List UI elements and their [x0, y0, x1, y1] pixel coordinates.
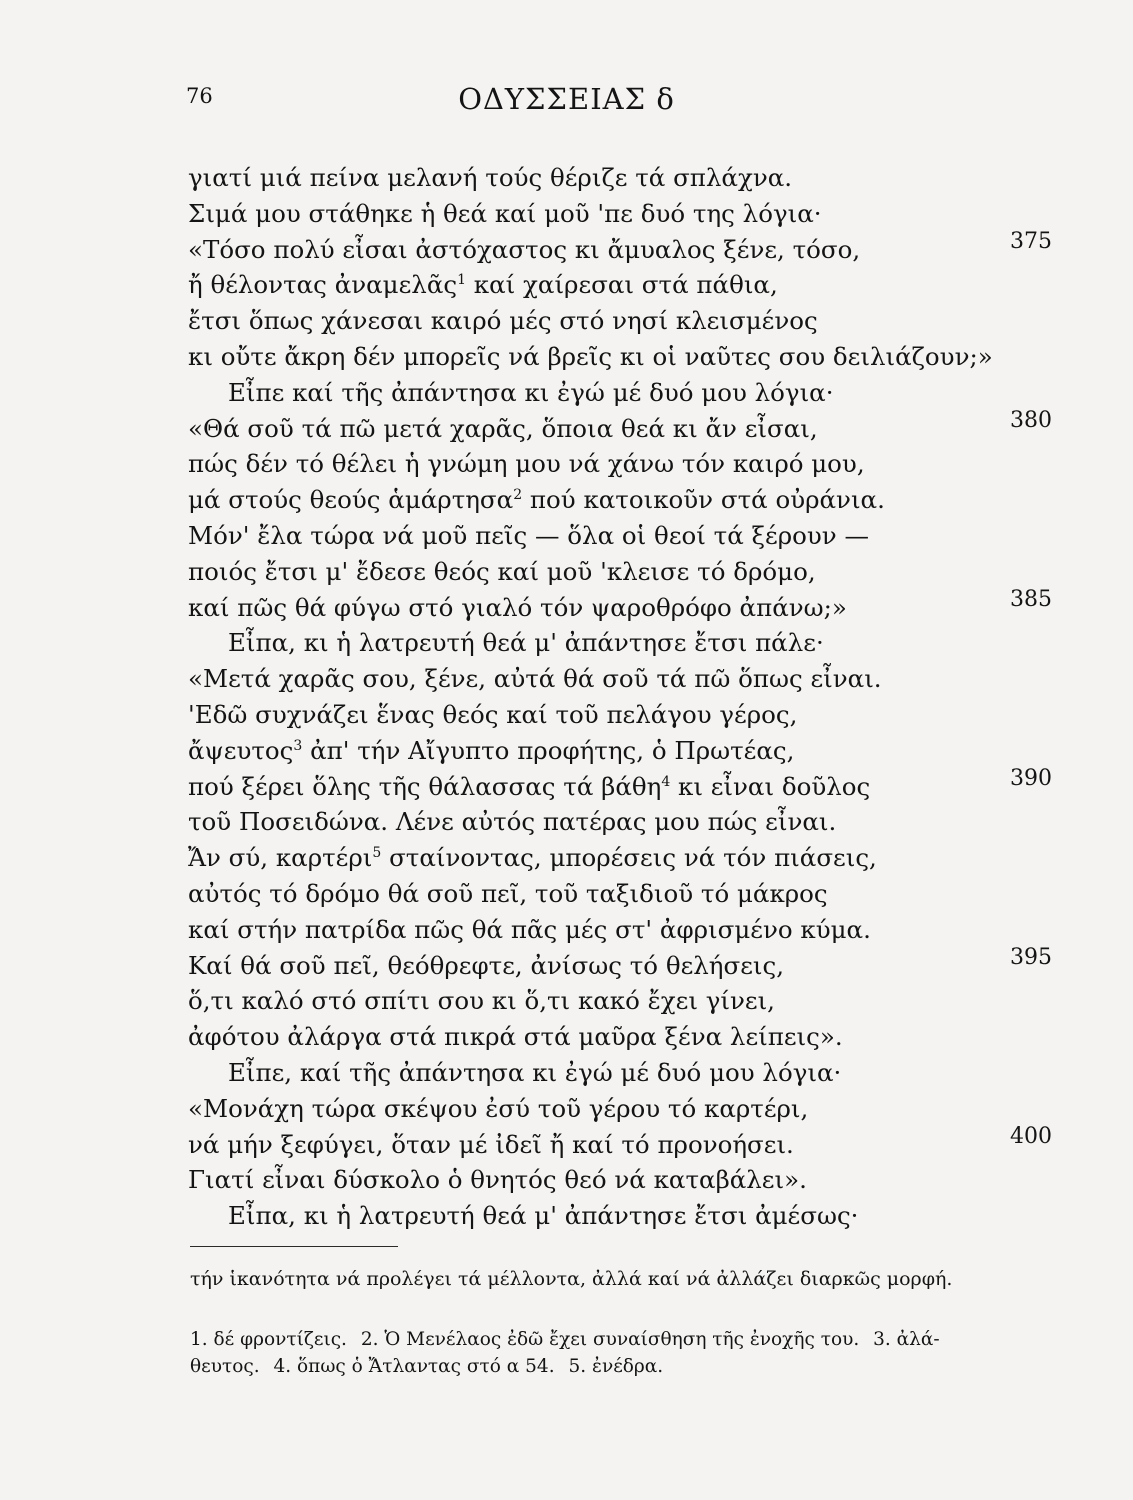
verse-text: «Τόσο πολύ εἶσαι ἀστόχαστος κι ἄμυαλος ξένε, τόσο, — [188, 234, 861, 264]
verse-text: γιατί μιά πείνα μελανή τούς θέριζε τά σπλάχνα. — [188, 163, 793, 192]
verse-text: Ἄν σύ, καρτέρι — [188, 843, 373, 873]
verse-text: ὅ,τι καλό στό σπίτι σου κι ὅ,τι κακό ἔχει γίνει, — [188, 986, 775, 1016]
verse-line — [188, 733, 1058, 769]
footnote-4: 4. ὅπως ὁ Ἄτλαντας στό α 54. — [273, 1356, 555, 1377]
verse-text: κι οὔτε ἄκρη δέν μπορεῖς νά βρεῖς κι οἱ ναῦτες σου δειλιάζουν;» — [188, 341, 993, 371]
verse-line — [188, 1019, 1058, 1055]
footnote-marker: 4 — [661, 773, 671, 790]
verse-text: «Θά σοῦ τά πῶ μετά χαρᾶς, ὅποια θεά κι ἄν εἶσαι, — [188, 413, 818, 443]
verse-text: μά στούς θεούς ἁμάρτησα — [188, 485, 514, 515]
verse-text-after: καί χαίρεσαι στά πάθια, — [466, 270, 778, 300]
verse-line — [188, 482, 1058, 518]
line-number: 390 — [1010, 765, 1052, 791]
verse-line — [188, 1198, 1058, 1234]
verse-text-after: ἀπ' τήν Αἴγυπτο προφήτης, ὁ Πρωτέας, — [302, 735, 795, 765]
footnotes — [190, 1326, 1040, 1380]
footnote-lead: τήν ἱκανότητα νά προλέγει τά μέλλοντα, ἀλλά καί νά ἀλλάζει διαρκῶς μορφή. — [190, 1268, 953, 1290]
verse-line — [188, 840, 1058, 876]
verse-line — [188, 661, 1058, 697]
verse-line — [188, 983, 1058, 1019]
verse-text: ποιός ἔτσι μ' ἔδεσε θεός καί μοῦ 'κλεισε τό δρόμο, — [188, 556, 816, 586]
running-head: ΟΔΥΣΣΕΙΑΣ δ — [458, 82, 675, 116]
verse-line — [188, 1123, 1058, 1163]
verse-line — [188, 1162, 1058, 1198]
verse-line — [188, 267, 1058, 303]
verse-line — [188, 804, 1058, 840]
verse-line — [188, 375, 1058, 411]
line-number: 395 — [1010, 944, 1052, 970]
verse-line — [188, 554, 1058, 590]
footnote-marker: 1 — [457, 272, 467, 289]
footnote-marker: 3 — [293, 737, 303, 754]
verse-text: καί πῶς θά φύγω στό γιαλό τόν ψαροθρόφο ἀπάνω;» — [188, 592, 847, 622]
verse-text: «Μονάχη τώρα σκέψου ἐσύ τοῦ γέρου τό καρτέρι, — [188, 1093, 809, 1123]
verse-text: Σιμά μου στάθηκε ἡ θεά καί μοῦ 'πε δυό της λόγια· — [188, 198, 822, 228]
verse-text: ἔτσι ὅπως χάνεσαι καιρό μές στό νησί κλεισμένος — [188, 306, 818, 336]
verse-line — [188, 586, 1058, 626]
footnote-marker: 5 — [372, 844, 382, 861]
verse-text: Μόν' ἔλα τώρα νά μοῦ πεῖς — ὅλα οἱ θεοί τά ξέρουν — — [188, 520, 869, 550]
verse-line — [188, 303, 1058, 339]
verse-line — [188, 228, 1058, 268]
verse-block — [188, 160, 1058, 1234]
footnote-2: 2. Ὁ Μενέλαος ἐδῶ ἔχει συναίσθηση τῆς ἐνοχῆς του. — [360, 1329, 860, 1350]
verse-text: Εἶπε καί τῆς ἀπάντησα κι ἐγώ μέ δυό μου λόγια· — [228, 377, 834, 407]
verse-line — [188, 339, 1058, 375]
verse-line — [188, 765, 1058, 805]
verse-line — [188, 1091, 1058, 1127]
verse-text: Καί θά σοῦ πεῖ, θεόθρεφτε, ἀνίσως τό θελήσεις, — [188, 950, 785, 980]
page-number: 76 — [186, 84, 213, 108]
verse-text: τοῦ Ποσειδώνα. Λένε αὐτός πατέρας μου πώς εἶναι. — [188, 807, 837, 837]
verse-line — [188, 876, 1058, 912]
verse-text-after: πού κατοικοῦν στά οὐράνια. — [522, 485, 885, 515]
verse-text-after: κι εἶναι δοῦλος — [670, 771, 871, 801]
verse-line — [188, 196, 1058, 232]
verse-line — [188, 912, 1058, 948]
verse-line — [188, 1055, 1058, 1091]
verse-line — [188, 446, 1058, 482]
line-number: 375 — [1010, 228, 1052, 254]
verse-line — [188, 944, 1058, 984]
verse-line — [188, 160, 1058, 196]
footnote-line — [190, 1326, 1040, 1353]
verse-text-after: σταίνοντας, μπορέσεις νά τόν πιάσεις, — [381, 843, 877, 873]
footnote-3-cont: θευτος. — [190, 1356, 260, 1377]
verse-text: Εἶπα, κι ἡ λατρευτή θεά μ' ἀπάντησε ἔτσι πάλε· — [228, 628, 824, 658]
verse-text: Εἶπα, κι ἡ λατρευτή θεά μ' ἀπάντησε ἔτσι ἀμέσως· — [228, 1201, 859, 1231]
line-number: 380 — [1010, 407, 1052, 433]
verse-text: ἤ θέλοντας ἀναμελᾶς — [188, 270, 458, 300]
verse-text: Εἶπε, καί τῆς ἀπάντησα κι ἐγώ μέ δυό μου λόγια· — [228, 1057, 842, 1087]
verse-text: Γιατί εἶναι δύσκολο ὁ θνητός θεό νά καταβάλει». — [188, 1165, 807, 1195]
verse-text: 'Εδῶ συχνάζει ἕνας θεός καί τοῦ πελάγου γέρος, — [188, 699, 798, 729]
verse-line — [188, 625, 1058, 661]
verse-text: ἀφότου ἀλάργα στά πικρά στά μαῦρα ξένα λείπεις». — [188, 1022, 843, 1052]
verse-line — [188, 407, 1058, 447]
line-number: 385 — [1010, 586, 1052, 612]
verse-text: ἄψευτος — [188, 735, 294, 765]
verse-text: «Μετά χαρᾶς σου, ξένε, αὐτά θά σοῦ τά πῶ ὅπως εἶναι. — [188, 664, 882, 694]
line-number: 400 — [1010, 1123, 1052, 1149]
footnote-marker: 2 — [513, 487, 523, 504]
verse-text: καί στήν πατρίδα πῶς θά πᾶς μές στ' ἀφρισμένο κύμα. — [188, 914, 871, 944]
verse-line — [188, 697, 1058, 733]
footnote-rule — [190, 1246, 398, 1247]
verse-line — [188, 518, 1058, 554]
footnote-5: 5. ἐνέδρα. — [568, 1356, 664, 1377]
verse-text: πού ξέρει ὅλης τῆς θάλασσας τά βάθη — [188, 771, 662, 801]
footnote-line — [190, 1353, 1040, 1380]
verse-text: πώς δέν τό θέλει ἡ γνώμη μου νά χάνω τόν καιρό μου, — [188, 449, 865, 479]
verse-text: νά μήν ξεφύγει, ὅταν μέ ἰδεῖ ἤ καί τό προνοήσει. — [188, 1129, 794, 1159]
footnote-1: 1. δέ φροντίζεις. — [190, 1329, 347, 1350]
verse-text: αὐτός τό δρόμο θά σοῦ πεῖ, τοῦ ταξιδιοῦ τό μάκρος — [188, 878, 828, 908]
footnote-3: 3. ἀλά- — [873, 1329, 940, 1350]
